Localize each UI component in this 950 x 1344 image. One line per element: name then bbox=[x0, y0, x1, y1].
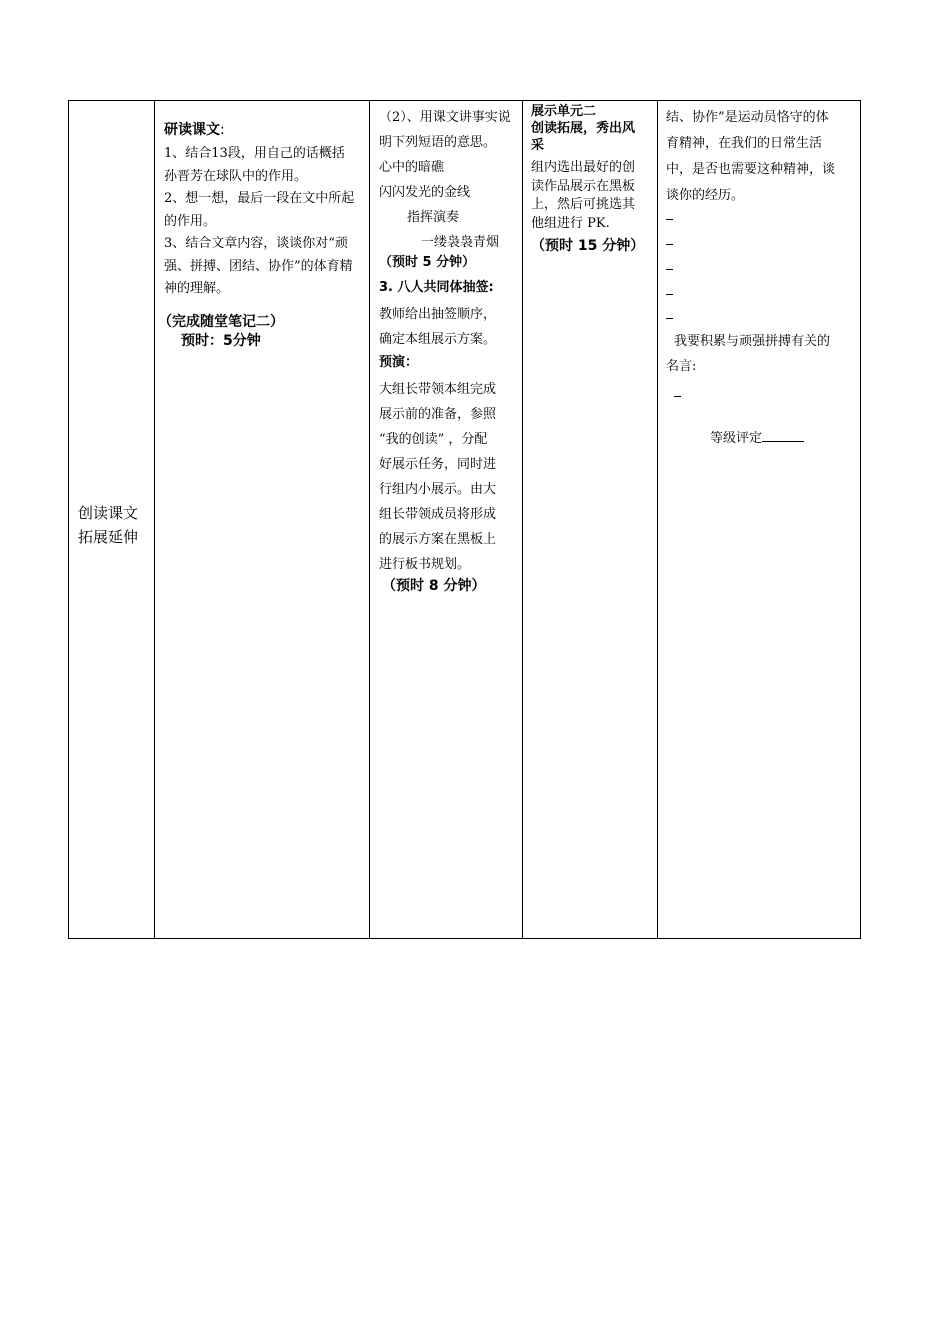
question-line: 3、结合文章内容，谈谈你对“顽 bbox=[164, 236, 348, 251]
question-line: 强、拼搏、团结、协作”的体育精 bbox=[164, 258, 353, 274]
answer-blank bbox=[666, 269, 673, 270]
answer-blank bbox=[666, 294, 673, 295]
display-unit-topic: 创读拓展，秀出风 bbox=[531, 121, 636, 136]
study-heading-text: 研读课文 bbox=[164, 122, 220, 138]
reflection-body bbox=[666, 105, 835, 209]
section-title bbox=[78, 501, 138, 549]
prep-line: “我的创读” ，分配 bbox=[379, 432, 488, 447]
study-text-cell bbox=[155, 101, 369, 938]
grade-row bbox=[710, 429, 804, 447]
display-unit-line: 组内选出最好的创 bbox=[531, 160, 636, 175]
phrase-line: 一缕袅袅青烟 bbox=[421, 235, 500, 250]
prep-line: 好展示任务，同时进 bbox=[379, 457, 497, 472]
display-unit-line: 读作品展示在黑板 bbox=[531, 178, 636, 194]
prep-line: 的展示方案在黑板上 bbox=[379, 532, 497, 547]
display-unit-line: 上，然后可挑选其 bbox=[531, 197, 636, 212]
prep-line: 进行板书规划。 bbox=[379, 557, 471, 572]
display-unit-cell bbox=[523, 101, 657, 938]
display-unit-body bbox=[531, 159, 635, 233]
quote-prompt bbox=[666, 329, 831, 379]
study-questions bbox=[164, 143, 354, 301]
question-line: 的作用。 bbox=[164, 213, 217, 229]
prep-heading: 预演： bbox=[379, 355, 419, 370]
phrase-line: 指挥演奏 bbox=[407, 210, 460, 225]
activity-cell bbox=[370, 101, 522, 938]
display-unit-title: 展示单元二 bbox=[531, 104, 597, 119]
quote-prompt-line: 名言: bbox=[666, 359, 697, 374]
reflection-line: 育精神，在我们的日常生活 bbox=[666, 136, 823, 151]
step3-body bbox=[379, 302, 496, 352]
section-title-line: 创读课文 bbox=[78, 504, 139, 522]
display-unit-heading bbox=[531, 103, 635, 154]
prep-line: 展示前的准备，参照 bbox=[379, 407, 497, 422]
phrase-line: 心中的暗礁 bbox=[379, 160, 445, 175]
activity-time-2: （预时 8 分钟） bbox=[382, 578, 486, 594]
phrase-line: 明下列短语的意思。 bbox=[379, 135, 497, 150]
answer-blank bbox=[666, 318, 673, 319]
question-line: 1、结合13段，用自己的话概括 bbox=[164, 146, 345, 161]
phrase-line: （2）、用课文讲事实说 bbox=[379, 110, 511, 125]
grade-label: 等级评定 bbox=[710, 431, 763, 446]
prep-body bbox=[379, 377, 496, 577]
step3-heading: 3. 八人共同体抽签: bbox=[379, 280, 494, 295]
display-unit-topic: 采 bbox=[531, 138, 545, 153]
section-title-cell bbox=[69, 101, 154, 938]
phrase-line: 闪闪发光的金线 bbox=[379, 185, 471, 200]
step3-line: 教师给出抽签顺序， bbox=[379, 307, 497, 322]
display-unit-time: （预时 15 分钟） bbox=[531, 238, 645, 254]
quote-prompt-line: 我要积累与顽强拼搏有关的 bbox=[674, 334, 831, 349]
quote-blank bbox=[674, 396, 681, 397]
question-line: 孙晋芳在球队中的作用。 bbox=[164, 168, 308, 184]
display-unit-line: 他组进行 PK. bbox=[531, 215, 610, 231]
question-line: 神的理解。 bbox=[164, 281, 230, 296]
study-heading bbox=[164, 122, 225, 138]
answer-blank bbox=[666, 244, 673, 245]
section-title-line: 拓展延伸 bbox=[78, 528, 139, 546]
phrases-block bbox=[379, 105, 511, 255]
reflection-line: 中，是否也需要这种精神，谈 bbox=[666, 162, 836, 177]
reflection-line: 谈你的经历。 bbox=[666, 188, 745, 203]
answer-blank bbox=[666, 219, 673, 220]
question-line: 2、想一想，最后一段在文中所起 bbox=[164, 191, 355, 206]
study-heading-colon: : bbox=[220, 122, 225, 138]
reflection-cell bbox=[658, 101, 861, 938]
prep-line: 行组内小展示。由大 bbox=[379, 482, 497, 497]
prep-line: 大组长带领本组完成 bbox=[379, 382, 497, 397]
lesson-table bbox=[68, 100, 861, 939]
study-note: （完成随堂笔记二） bbox=[158, 314, 284, 330]
study-time: 预时：5分钟 bbox=[181, 333, 261, 349]
grade-blank[interactable] bbox=[762, 429, 804, 442]
activity-time-1: （预时 5 分钟） bbox=[379, 255, 476, 270]
step3-line: 确定本组展示方案。 bbox=[379, 332, 497, 347]
prep-line: 组长带领成员将形成 bbox=[379, 507, 497, 522]
reflection-line: 结、协作”是运动员恪守的体 bbox=[666, 110, 829, 125]
